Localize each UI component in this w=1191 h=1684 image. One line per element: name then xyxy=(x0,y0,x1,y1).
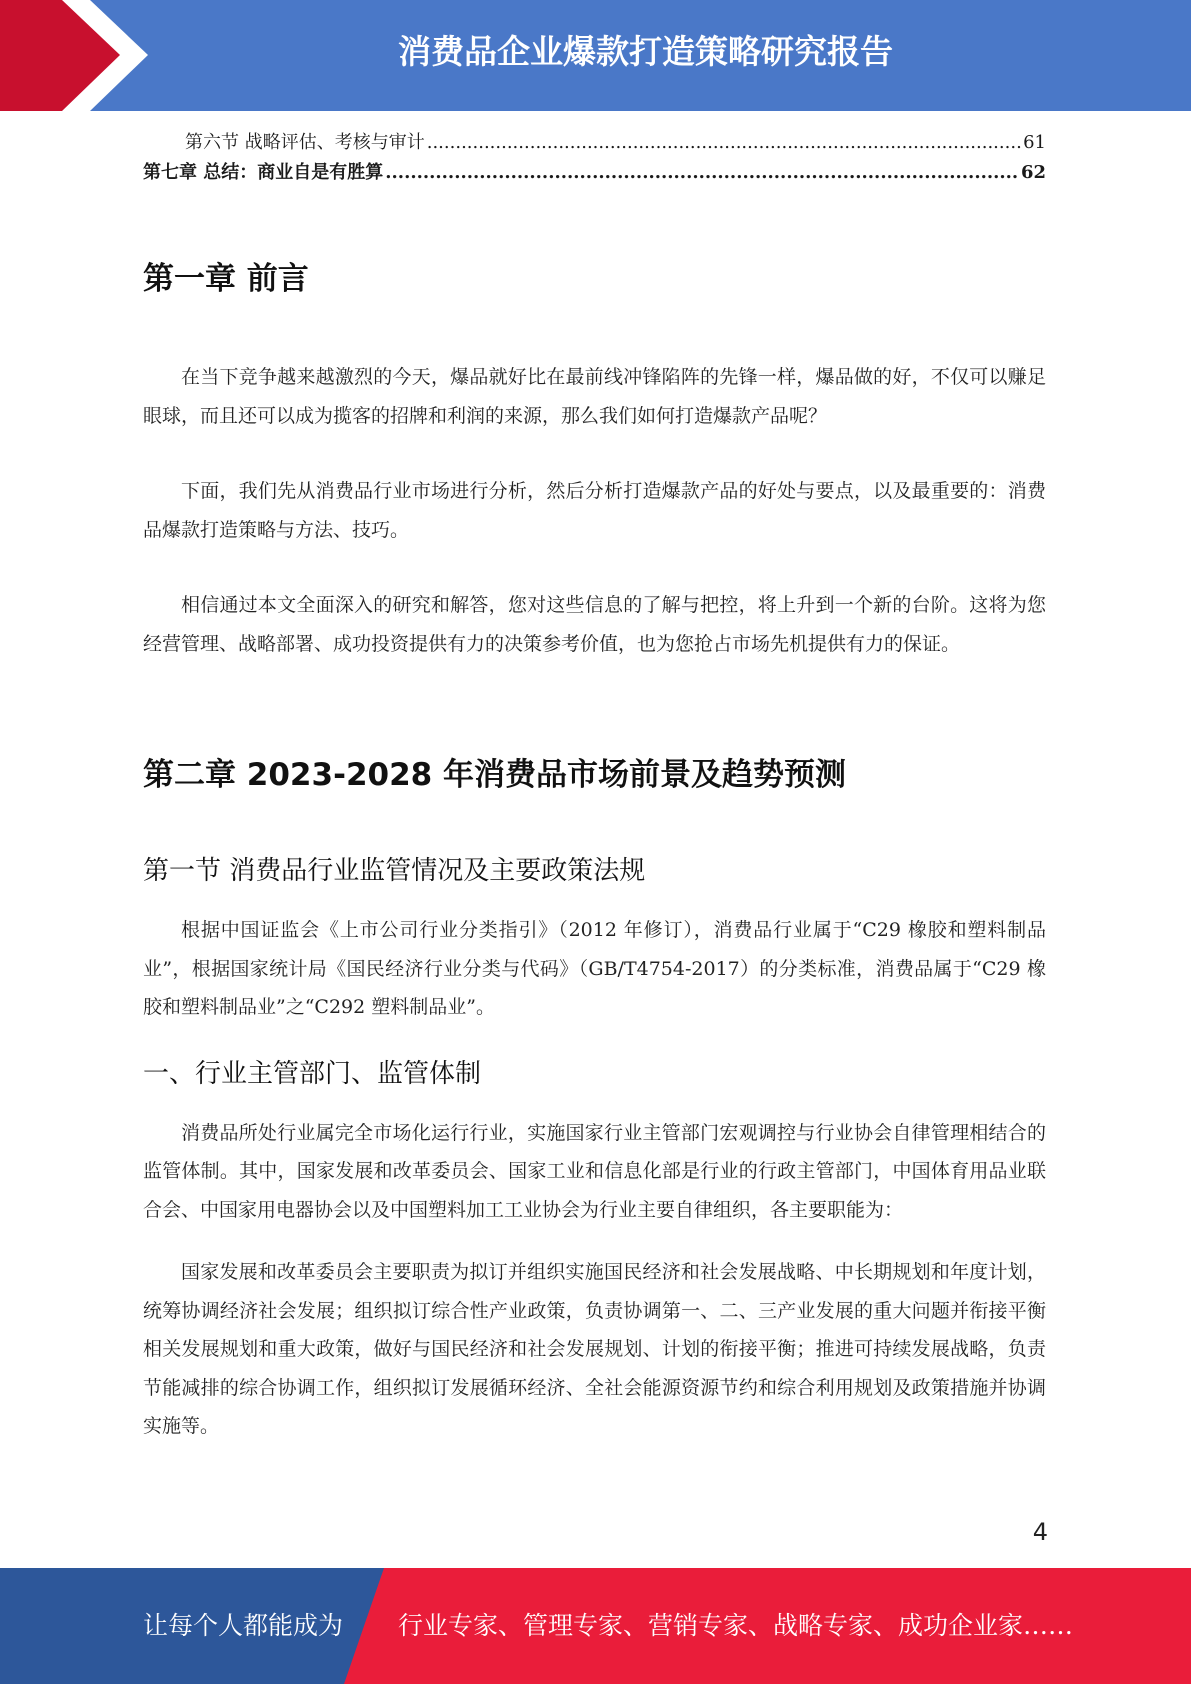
chapter-2-heading: 第二章 2023-2028 年消费品市场前景及趋势预测 xyxy=(143,757,847,793)
toc-leader-dots xyxy=(427,128,1021,158)
paragraph: 在当下竞争越来越激烈的今天，爆品就好比在最前线冲锋陷阵的先锋一样，爆品做的好，不仅可以赚足眼球，而且还可以成为揽客的招牌和利润的来源，那么我们如何打造爆款产品呢？ xyxy=(143,366,1046,427)
toc-leader-dots xyxy=(385,158,1019,188)
paragraph: 根据中国证监会《上市公司行业分类指引》（2012 年修订），消费品行业属于“C29 橡胶和塑料制品业”，根据国家统计局《国民经济行业分类与代码》（GB/T4754-2017）的分类标准，消费品属于“C29 橡胶和塑料制品业”之“C292 塑料制品业”。 xyxy=(143,919,1046,1018)
paragraph: 相信通过本文全面深入的研究和解答，您对这些信息的了解与把控，将上升到一个新的台阶。这将为您经营管理、战略部署、成功投资提供有力的决策参考价值，也为您抢占市场先机提供有力的保证。 xyxy=(143,594,1046,655)
toc-entry[interactable] xyxy=(143,158,1046,188)
table-of-contents xyxy=(143,128,1046,188)
chapter-1-heading: 第一章 前言 xyxy=(143,261,309,297)
footer-slogan-left: 让每个人都能成为 xyxy=(143,1611,344,1640)
footer-slogan-right: 行业专家、管理专家、营销专家、战略专家、成功企业家…… xyxy=(398,1611,1074,1640)
toc-entry-title: 第六节 战略评估、考核与审计 xyxy=(185,132,425,153)
page-number: 4 xyxy=(1032,1518,1048,1546)
page-header xyxy=(0,0,1191,111)
section-heading: 第一节 消费品行业监管情况及主要政策法规 xyxy=(143,856,646,886)
toc-entry-title: 第七章 总结：商业自是有胜算 xyxy=(143,162,384,183)
toc-entry-page: 62 xyxy=(1020,162,1046,183)
page-footer xyxy=(0,1568,1191,1684)
page-content xyxy=(143,128,1046,1446)
toc-entry[interactable] xyxy=(143,128,1046,158)
paragraph: 下面，我们先从消费品行业市场进行分析，然后分析打造爆款产品的好处与要点，以及最重要的：消费品爆款打造策略与方法、技巧。 xyxy=(143,480,1046,541)
report-title: 消费品企业爆款打造策略研究报告 xyxy=(398,32,893,71)
paragraph: 消费品所处行业属完全市场化运行行业，实施国家行业主管部门宏观调控与行业协会自律管理相结合的监管体制。其中，国家发展和改革委员会、国家工业和信息化部是行业的行政主管部门，中国体育用品业联合会、中国家用电器协会以及中国塑料加工工业协会为行业主要自律组织，各主要职能为： xyxy=(143,1121,1046,1221)
subsection-heading: 一、行业主管部门、监管体制 xyxy=(143,1058,482,1089)
toc-entry-page: 61 xyxy=(1023,132,1046,153)
paragraph: 国家发展和改革委员会主要职责为拟订并组织实施国民经济和社会发展战略、中长期规划和年度计划，统筹协调经济社会发展；组织拟订综合性产业政策，负责协调第一、二、三产业发展的重大问题并衔接平衡相关发展规划和重大政策，做好与国民经济和社会发展规划、计划的衔接平衡；推进可持续发展战略，负责节能减排的综合协调工作，组织拟订发展循环经济、全社会能源资源节约和综合利用规划及政策措施并协调实施等。 xyxy=(143,1261,1046,1437)
